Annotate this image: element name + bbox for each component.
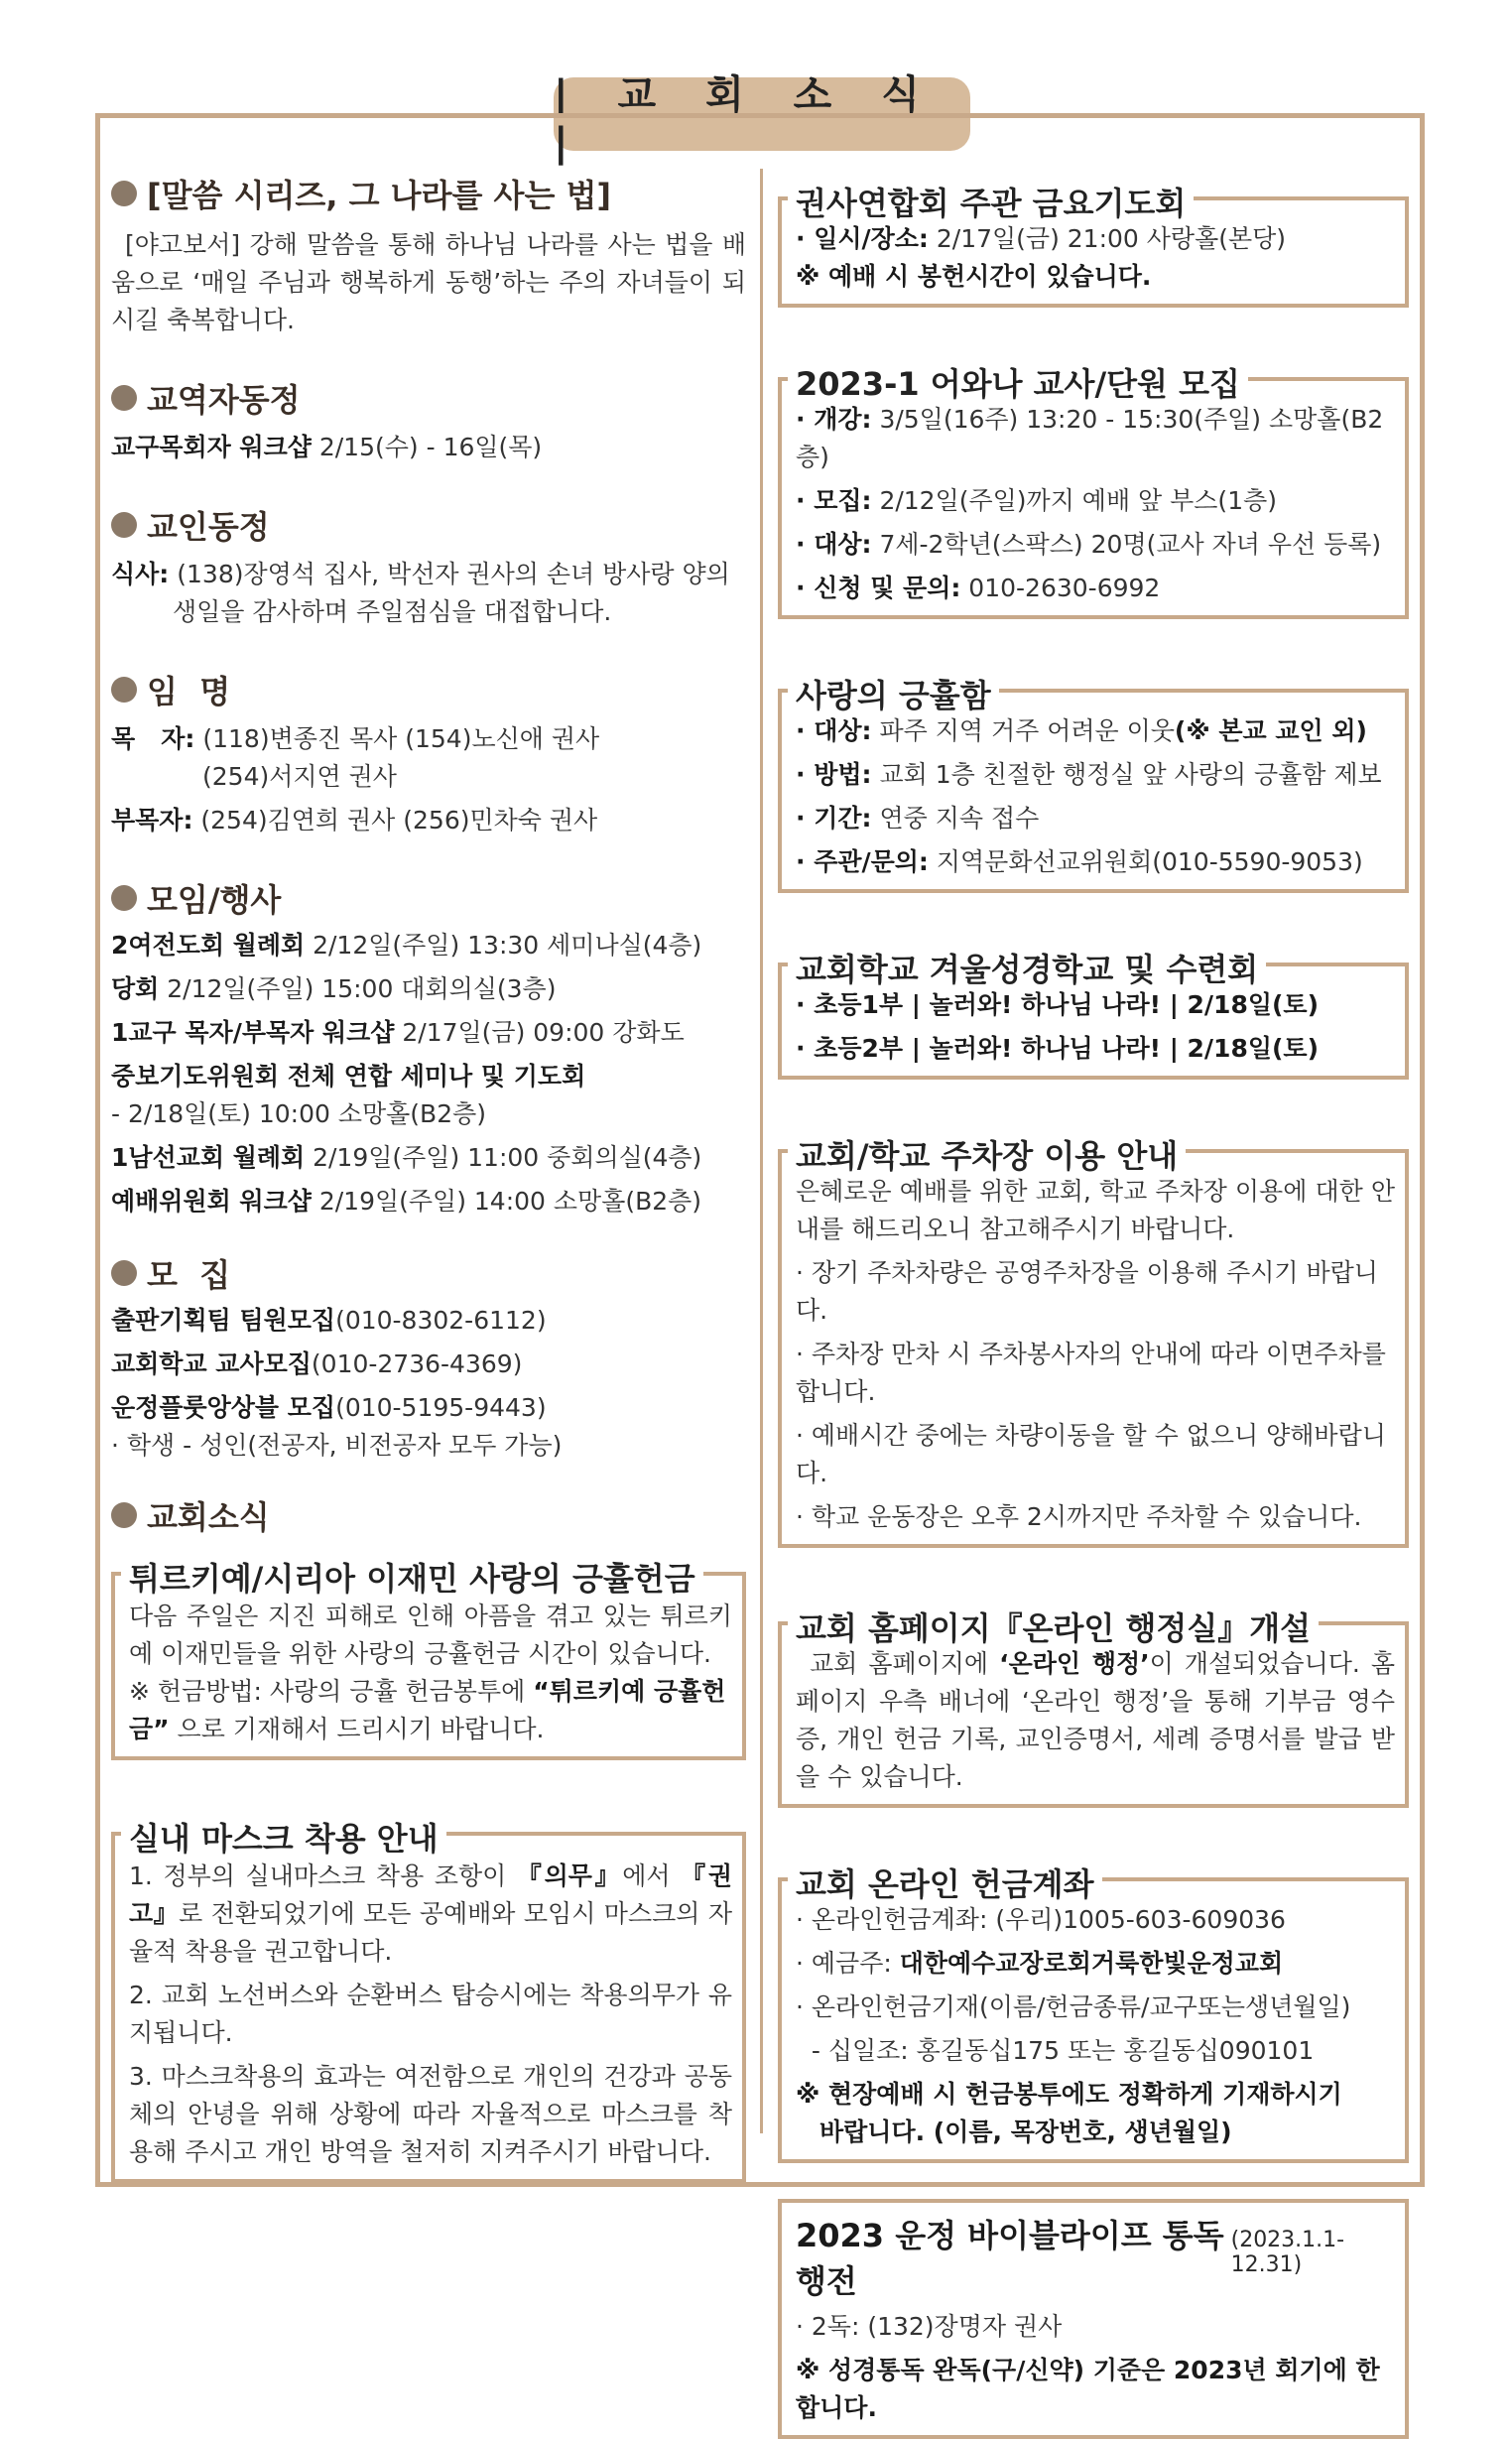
list-item: · 학교 운동장은 오후 2시까지만 주차할 수 있습니다. (796, 1502, 1362, 1531)
list-item: · 예배시간 중에는 차량이동을 할 수 없으니 양해바랍니다. (796, 1421, 1386, 1487)
section-recruit (111, 1250, 746, 1465)
mercybox-box: 사랑의 긍휼함 · 대상: 파주 지역 거주 어려운 이웃(※ 본교 교인 외) · 방법: 교회 1층 친절한 행정실 앞 사랑의 긍휼함 제보 · 기간: 연중 지속 접수 · 주관/문의: 지역문화선교위원회(010-5590-9053) (778, 659, 1409, 893)
right-column (778, 167, 1409, 2439)
bullet-icon (111, 181, 137, 206)
list-item: 예배위원회 워크샵 2/19일(주일) 14:00 소망홀(B2층) (111, 1187, 702, 1216)
turkey-box (111, 1542, 746, 1760)
box-title: 교회학교 겨울성경학교 및 수련회 (788, 945, 1266, 990)
bullet-icon (111, 385, 137, 411)
box-title: 2023-1 어와나 교사/단원 모집 (788, 359, 1248, 405)
awana-box: 2023-1 어와나 교사/단원 모집 · 개강: 3/5일(16주) 13:20 - 15:30(주일) 소망홀(B2층) · 모집: 2/12일(주일)까지 예배 앞 부스(1층) · 대상: 7세-2학년(스팍스) 20명(교사 자녀 우선 등록) · 신청 및 문의: 010-2630-6992 (778, 347, 1409, 619)
list-item: 중보기도위원회 전체 연합 세미나 및 기도회 (111, 1062, 586, 1091)
box-title: 교회 홈페이지『온라인 행정실』개설 (788, 1604, 1319, 1649)
item-label: 식사: (111, 560, 170, 588)
section-heading: [말씀 시리즈, 그 나라를 사는 법] (147, 177, 612, 214)
mask-item-1: 1. 정부의 실내마스크 착용 조항이 『의무』에서 『권고』로 전환되었기에 모든 공예배와 모임시 마스크의 자율적 착용을 권고합니다. (129, 1861, 732, 1966)
section-heading: 임 명 (147, 673, 231, 710)
recruit-note: · 학생 - 성인(전공자, 비전공자 모두 가능) (111, 1431, 563, 1460)
box-note: ※ 예배 시 봉헌시간이 있습니다. (796, 262, 1152, 291)
item-value: 2/15(수) - 16일(목) (311, 433, 543, 461)
item-value: 생일을 감사하며 주일점심을 대접합니다. (173, 597, 612, 626)
box-title: 사랑의 긍휼함 (788, 671, 999, 716)
mask-item-3: 3. 마스크착용의 효과는 여전함으로 개인의 건강과 공동체의 안녕을 위해 상황에 따라 자율적으로 마스크를 착용해 주시고 개인 방역을 철저히 지켜주시기 바랍니다. (129, 2062, 732, 2166)
winter-box: 교회학교 겨울성경학교 및 수련회 · 초등1부 | 놀러와! 하나님 나라! | 2/18일(토) · 초등2부 | 놀러와! 하나님 나라! | 2/18일(토) (778, 933, 1409, 1080)
mask-item-2: 2. 교회 노선버스와 순환버스 탑승시에는 착용의무가 유지됩니다. (129, 1981, 732, 2047)
list-item: 출판기획팀 팀원모집(010-8302-6112) (111, 1306, 547, 1335)
box-body: 다음 주일은 지진 피해로 인해 아픔을 겪고 있는 튀르키예 이재민들을 위한 사랑의 긍휼헌금 시간이 있습니다. (129, 1602, 732, 1668)
item-label: 교구목회자 워크샵 (111, 433, 312, 461)
section-heading: 교인동정 (147, 508, 270, 546)
item-label: 부목자: (111, 806, 193, 834)
box-title: 튀르키예/시리아 이재민 사랑의 긍휼헌금 (121, 1554, 703, 1600)
list-item: 1교구 목자/부목자 워크샵 2/17일(금) 09:00 강화도 (111, 1018, 685, 1047)
list-item: 운정플룻앙상블 모집(010-5195-9443) (111, 1393, 547, 1422)
bullet-icon (111, 1260, 137, 1286)
sermon-body: [야고보서] 강해 말씀을 통해 하나님 나라를 사는 법을 배움으로 ‘매일 주님과 행복하게 동행’하는 주의 자녀들이 되시길 축복합니다. (111, 230, 746, 334)
prayer-box: 권사연합회 주관 금요기도회 · 일시/장소: 2/17일(금) 21:00 사랑홀(본당) ※ 예배 시 봉헌시간이 있습니다. (778, 167, 1409, 308)
item-value: (254)김연희 권사 (256)민차숙 권사 (192, 806, 598, 834)
bullet-icon (111, 512, 137, 538)
section-members (111, 502, 746, 631)
section-appoint (111, 667, 746, 839)
bullet-icon (111, 677, 137, 703)
list-item: 교회학교 교사모집(010-2736-4369) (111, 1349, 523, 1378)
item-value: (254)서지연 권사 (202, 762, 397, 791)
box-title: 2023 운정 바이블라이프 통독행전 (796, 2217, 1224, 2300)
bible-box: 2023 운정 바이블라이프 통독행전 (2023.1.1-12.31) · 2독: (132)장명자 권사 ※ 성경통독 완독(구/신약) 기준은 2023년 회기에 한합니다. (778, 2199, 1409, 2439)
box-note: ※ 헌금방법: 사랑의 긍휼 헌금봉투에 “튀르키예 긍휼헌금” 으로 기재해서 드리시기 바랍니다. (129, 1677, 726, 1743)
list-item: - 2/18일(토) 10:00 소망홀(B2층) (111, 1099, 487, 1128)
column-divider (760, 169, 763, 2133)
box-title: 실내 마스크 착용 안내 (121, 1814, 446, 1860)
section-events (111, 875, 746, 1220)
box-title: 교회 온라인 헌금계좌 (788, 1860, 1102, 1905)
section-heading: 교역자동정 (147, 381, 301, 419)
parking-box: 교회/학교 주차장 이용 안내 은혜로운 예배를 위한 교회, 학교 주차장 이용에 대한 안내를 해드리오니 참고해주시기 바랍니다. · 장기 주차차량은 공영주차장을 이용해 주시기 바랍니다. · 주차장 만차 시 주차봉사자의 안내에 따라 이면주차를 합니다. · 예배시간 중에는 차량이동을 할 수 없으니 양해바랍니다. · 학교 운동장은 오후 2시까지만 주차할 수 있습니다. (778, 1119, 1409, 1548)
list-item: 1남선교회 월례회 2/19일(주일) 11:00 중회의실(4층) (111, 1143, 702, 1172)
item-value: (138)장영석 집사, 박선자 권사의 손녀 방사랑 양의 (169, 560, 730, 588)
page-title: | 교 회 소 식 | (554, 77, 970, 151)
list-item: 당회 2/12일(주일) 15:00 대회의실(3층) (111, 974, 557, 1003)
section-ministers (111, 375, 746, 466)
bullet-icon (111, 1502, 137, 1528)
online-box: 교회 온라인 헌금계좌 · 온라인헌금계좌: (우리)1005-603-609036 · 예금주: 대한예수교장로회거룩한빛운정교회 · 온라인헌금기재(이름/헌금종류/교구또는생년월일) - 십일조: 홍길동십175 또는 홍길동십090101 ※ 현장예배 시 헌금봉투에도 정확하게 기재하시기 바랍니다. (이름, 목장번호, 생년월일) (778, 1848, 1409, 2163)
section-heading: 모임/행사 (147, 881, 282, 919)
item-value: (118)변종진 목사 (154)노신애 권사 (194, 724, 600, 753)
item-label: 목 자: (111, 724, 195, 753)
section-heading: 모 집 (147, 1256, 231, 1294)
mask-box (111, 1802, 746, 2183)
list-item: 2여전도회 월례회 2/12일(주일) 13:30 세미나실(4층) (111, 931, 702, 960)
left-column (111, 171, 746, 2183)
section-heading: 교회소식 (147, 1498, 270, 1536)
section-news (111, 1492, 746, 1760)
list-item: · 장기 주차차량은 공영주차장을 이용해 주시기 바랍니다. (796, 1258, 1378, 1325)
list-item: · 주차장 만차 시 주차봉사자의 안내에 따라 이면주차를 합니다. (796, 1340, 1386, 1406)
homepage-box: 교회 홈페이지『온라인 행정실』개설 교회 홈페이지에 ‘온라인 행정’이 개설되었습니다. 홈페이지 우측 배너에 ‘온라인 행정’을 통해 기부금 영수증, 개인 헌금 기록, 교인증명서, 세례 증명서를 발급 받을 수 있습니다. (778, 1592, 1409, 1808)
section-sermon (111, 171, 746, 339)
box-title: 권사연합회 주관 금요기도회 (788, 179, 1194, 224)
box-title: 교회/학교 주차장 이용 안내 (788, 1131, 1186, 1177)
bullet-icon (111, 885, 137, 911)
